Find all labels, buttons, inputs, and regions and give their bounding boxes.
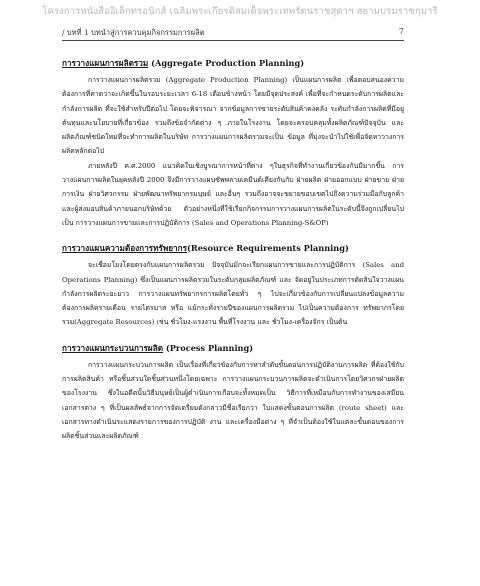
page-number: 7 bbox=[398, 27, 404, 36]
section-aggregate-planning bbox=[62, 57, 404, 230]
section-heading-thai: การวางแผนการผลิตรวม bbox=[62, 58, 149, 68]
paragraph: การวางแผนกระบวนการผลิต เป็นเรื่องที่เกี่ยวข้องกับการหาลำดับขั้นตอนการปฏิบัติงานการผลิต ที่ต้องใช้กับการผลิตสินค้า หรือชิ้นส่วนใดชิ้นส่วนหนึ่งโดยเฉพาะ การวางแผนกระบวนการผลิตจะดำเนินการโดยวิศวกรฝ่ายผลิตของโรงงาน ซึ่งในอดีตนั้นวิธีมนุษย์เป็นผู้ดำเนินการเกือบจะทั้งหมดเป็น วิธีการที่เหมือนกับการทำงานของเสมียน เอกสารต่าง ๆ ที่เป็นผลลัพธ์จากการจัดเตรียมดังกล่าวมีชื่อเรียกว่า ใบแสดงขั้นตอนการผลิต (route sheet) และเอกสารทางดำเนินระแสดงรายการของการปฏิบัติ งาน และเครื่องมือต่าง ๆ ที่จำเป็นต้องใช้ในแต่ละขั้นตอนของการผลิตชิ้นส่วนและผลิตภัณฑ์ bbox=[62, 360, 404, 441]
section-process-planning bbox=[62, 342, 404, 444]
header-rule bbox=[62, 40, 404, 41]
page-header bbox=[62, 27, 404, 39]
chapter-title: / บทที่ 1 บทนำสู่การควบคุมกิจกรรมการผลิต bbox=[62, 28, 205, 37]
paragraph: ภายหลังปี ค.ศ.2000 แนวคิดในเชิงบูรณาการหน้าที่ต่าง ๆในธุรกิจที่ทำงานเกี่ยวข้องกันมีมากขึ้น การวางแผนการผลิตในยุคหลังปี 2000 จึงมีการวางแผนซัพพลายเคมีนต์เคียงกันกับ ฝ่ายผลิต ฝ่ายออกแบบ ฝ่ายขาย ฝ่ายการเงิน ฝ่ายวิศวกรรม ฝ่ายพัฒนาทรัพยากรมนุษย์ และอื่นๆ รวมถึงอาจจะขยายขอบเขตไปถึงความร่วมมือกับลูกค้าและผู้ส่งมอบสินค้าภายนอกบริษัทด้วย ตัวอย่างหนึ่งที่ใช้เรียกกิจกรรมการวางแผนการผลิตในระดับนี้จึงถูกเปลี่ยนไปเป็น การวางแผนการขายและการปฏิบัติการ (Sales and Operations Planning-S&OP) bbox=[62, 161, 404, 227]
section-resource-requirements bbox=[62, 242, 404, 329]
paragraph: จะเชื่อมโยงโดยตรงกับแผนการผลิตรวม ปัจจุบันมักจะเรียกแผนการขายและการปฏิบัติการ (Sales and Operations Planning) ซึ่งเป็นแผนการผลิตรวมในระดับกลุ่มผลิตภัณฑ์ และ จัดอยู่ในประเภทการตัดสินใจวางแผนกำลังการผลิตระยะยาว การวางแผนทรัพยากรการผลิตโดยทั่ว ๆ ไปจะเกี่ยวข้องกับการเปลี่ยนแปลงข้อมูลความต้องการผลิตรายเดือน รายไตรมาส หรือ แม้กระทั่งรายปีของแผนการผลิตรวม ไปเป็นความต้องการ ทรัพยากรโดยรวม(Aggregate Resources) เช่น ชั่วโมง-แรงงาน พื้นที่โรงงาน และ ชั่วโมง-เครื่องจักร เป็นต้น bbox=[62, 261, 404, 327]
section-heading bbox=[62, 57, 404, 69]
section-heading-english: (Process Planning) bbox=[163, 342, 254, 353]
watermark-text: โครงการหนังสืออิเล็กทรอนิกส์ เฉลิมพระเกียรติสมเด็จพระเทพรัตนราชสุดาฯ สยามบรมราชกุมารี bbox=[42, 6, 438, 17]
paragraph: การวางแผนการผลิตรวม (Aggregate Production Planning) เป็นแผนการผลิต เพื่อตอบสนองความต้องการที่คาดว่าจะเกิดขึ้นในรอบระยะเวลา 6-18 เดือนข้างหน้า โดยมีจุดประสงค์ เพื่อที่จะกำหนดระดับการผลิตและกำลังการผลิต ที่จะใช้สำหรับปีต่อไป โดยจะพิจารณา จากข้อมูลการขายระดับสินค้าคงคลัง ระดับกำลังการผลิตที่มีอยู่ ต้นทุนและนโยบายที่เกี่ยวข้อง รวมถึงข้อจำกัดต่าง ๆ ภายในโรงงาน โดยจะครอบคลุมทั้งผลิตภัณฑ์ปัจจุบัน และ ผลิตภัณฑ์ชนิดใหม่ที่จะทำการผลิตในบริษัท การวางแผนการผลิตรวมจะเป็น ข้อมูล ที่มุ่งจะนำไปใช้เพื่อจัดหาวางการผลิตหลักต่อไป bbox=[62, 76, 404, 156]
section-heading bbox=[62, 242, 404, 254]
page-body bbox=[62, 57, 404, 456]
section-heading-english: (Aggregate Production Planning) bbox=[148, 58, 305, 68]
section-heading-english: (Resource Requirements Planning) bbox=[187, 243, 349, 254]
section-heading-thai: การวางแผนความต้องการทรัพยากร bbox=[62, 243, 188, 254]
section-heading bbox=[62, 342, 404, 354]
section-heading-thai: การวางแผนกระบวนการผลิต bbox=[62, 342, 164, 353]
